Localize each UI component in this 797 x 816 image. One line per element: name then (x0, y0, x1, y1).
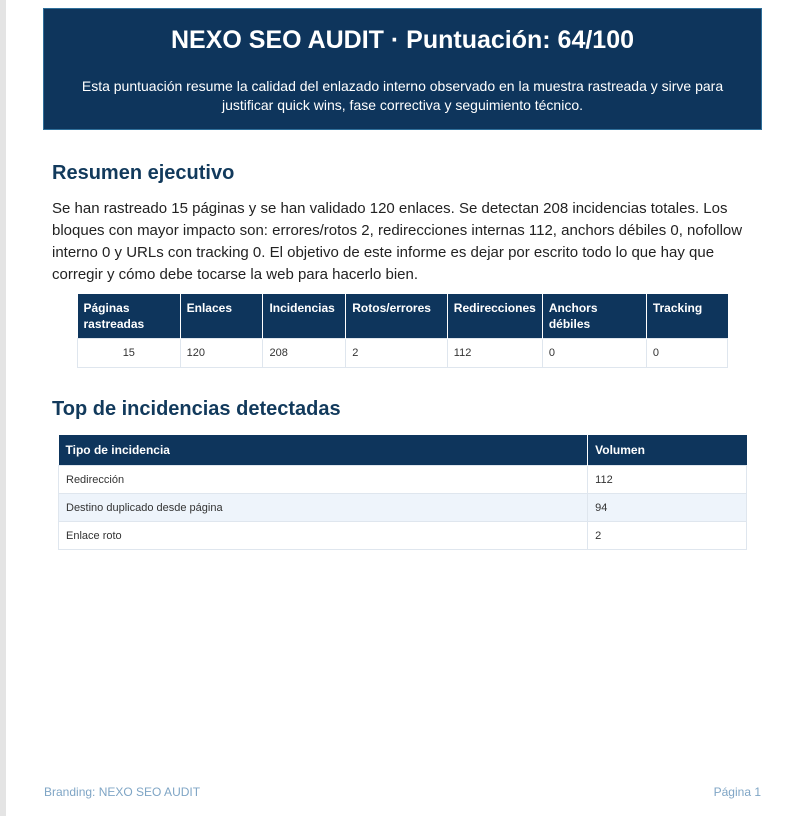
value-broken: 2 (346, 339, 448, 368)
header-issues: Incidencias (263, 294, 346, 339)
top-issues-header-row (59, 435, 747, 466)
summary-table (77, 294, 728, 368)
footer-page-number: Página 1 (713, 785, 761, 799)
page-edge (0, 0, 6, 816)
table-row (59, 522, 747, 550)
table-row (59, 494, 747, 522)
footer-branding: Branding: NEXO SEO AUDIT (44, 785, 201, 799)
header-broken: Rotos/errores (346, 294, 448, 339)
value-weak-anchors: 0 (542, 339, 646, 368)
header-weak-anchors: Anchors débiles (542, 294, 646, 339)
table-row (59, 466, 747, 494)
issue-type: Destino duplicado desde página (59, 494, 588, 522)
executive-summary-heading: Resumen ejecutivo (52, 162, 235, 184)
issue-type: Enlace roto (59, 522, 588, 550)
summary-values-row (78, 339, 728, 368)
issue-volume: 94 (588, 494, 747, 522)
value-issues: 208 (263, 339, 346, 368)
summary-header-row (78, 294, 728, 339)
value-tracking: 0 (646, 339, 727, 368)
score-description: Esta puntuación resume la calidad del enlazado interno observado en la muestra rastreada y sirve para justificar quick wins, fase correctiva y seguimiento técnico. (81, 78, 724, 113)
value-redirects: 112 (447, 339, 542, 368)
report-title: NEXO SEO AUDIT · Puntuación: 64/100 (170, 26, 635, 54)
issue-volume: 112 (588, 466, 747, 494)
header-volume: Volumen (588, 435, 747, 466)
executive-summary-text: Se han rastreado 15 páginas y se han validado 120 enlaces. Se detectan 208 incidencias totales. Los bloques con mayor impacto son: errores/rotos 2, redirecciones internas 112, anchors débiles 0, nofollow interno 0 y URLs con tracking 0. El objetivo de este informe es dejar por escrito todo lo que hay que corregir y cómo debe tocarse la web para hacerlo bien. (52, 200, 743, 283)
value-links: 120 (180, 339, 263, 368)
score-banner (43, 8, 762, 130)
header-issue-type: Tipo de incidencia (59, 435, 588, 466)
issue-volume: 2 (588, 522, 747, 550)
header-redirects: Redirecciones (447, 294, 542, 339)
header-pages: Páginas rastreadas (78, 294, 181, 339)
top-issues-heading: Top de incidencias detectadas (52, 398, 341, 420)
header-links: Enlaces (180, 294, 263, 339)
value-pages: 15 (78, 339, 181, 368)
top-issues-table (58, 435, 747, 550)
issue-type: Redirección (59, 466, 588, 494)
header-tracking: Tracking (646, 294, 727, 339)
